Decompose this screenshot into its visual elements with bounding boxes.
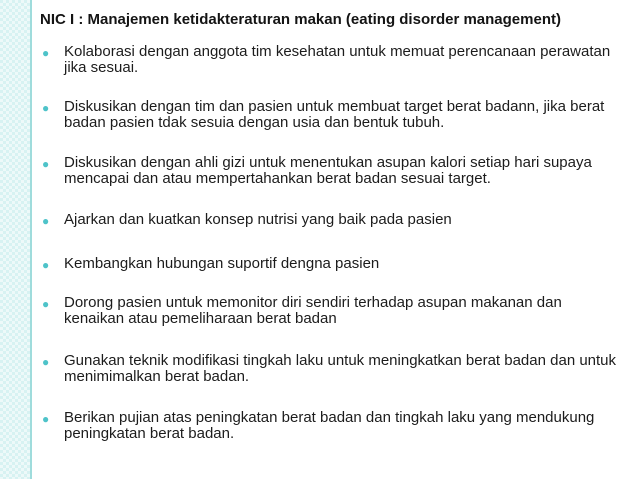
bullet-dot-icon: ● <box>42 355 50 369</box>
bullet-text: Dorong pasien untuk memonitor diri sendiri terhadap asupan makanan dan kenaikan atau pemeliharaan berat badan <box>64 294 562 327</box>
decorative-left-rule <box>30 0 32 479</box>
bullet-text: Kembangkan hubungan suportif dengna pasien <box>64 255 380 272</box>
bullet-item <box>40 353 620 385</box>
bullet-text: Diskusikan dengan tim dan pasien untuk membuat target berat badann, jika berat badan pasien tdak sesuia dengan usia dan bentuk tubuh. <box>64 98 605 131</box>
bullet-text: Gunakan teknik modifikasi tingkah laku untuk meningkatkan berat badan dan untuk menimimalkan berat badan. <box>64 352 617 385</box>
bullet-dot-icon: ● <box>42 214 50 228</box>
bullet-dot-icon: ● <box>42 101 50 115</box>
bullet-item <box>40 155 620 187</box>
bullet-item <box>40 99 620 131</box>
bullet-dot-icon: ● <box>42 157 50 171</box>
bullet-text: Kolaborasi dengan anggota tim kesehatan untuk memuat perencanaan perawatan jika sesuai. <box>64 43 611 76</box>
bullet-dot-icon: ● <box>42 297 50 311</box>
bullet-dot-icon: ● <box>42 46 50 60</box>
bullet-text: Berikan pujian atas peningkatan berat badan dan tingkah laku yang mendukung peningkatan berat badan. <box>64 409 595 442</box>
bullet-text: Ajarkan dan kuatkan konsep nutrisi yang baik pada pasien <box>64 211 452 228</box>
bullet-item <box>40 295 620 327</box>
bullet-item <box>40 44 620 76</box>
bullet-dot-icon: ● <box>42 258 50 272</box>
bullet-dot-icon: ● <box>42 412 50 426</box>
bullet-item <box>40 212 620 231</box>
decorative-left-band <box>0 0 30 479</box>
bullet-item <box>40 410 620 442</box>
slide-title: NIC I : Manajemen ketidakteraturan makan (eating disorder management) <box>40 11 561 28</box>
bullet-text: Diskusikan dengan ahli gizi untuk menentukan asupan kalori setiap hari supaya mencapai dan atau mempertahankan berat badan sesuai target. <box>64 154 592 187</box>
bullet-item <box>40 256 620 275</box>
